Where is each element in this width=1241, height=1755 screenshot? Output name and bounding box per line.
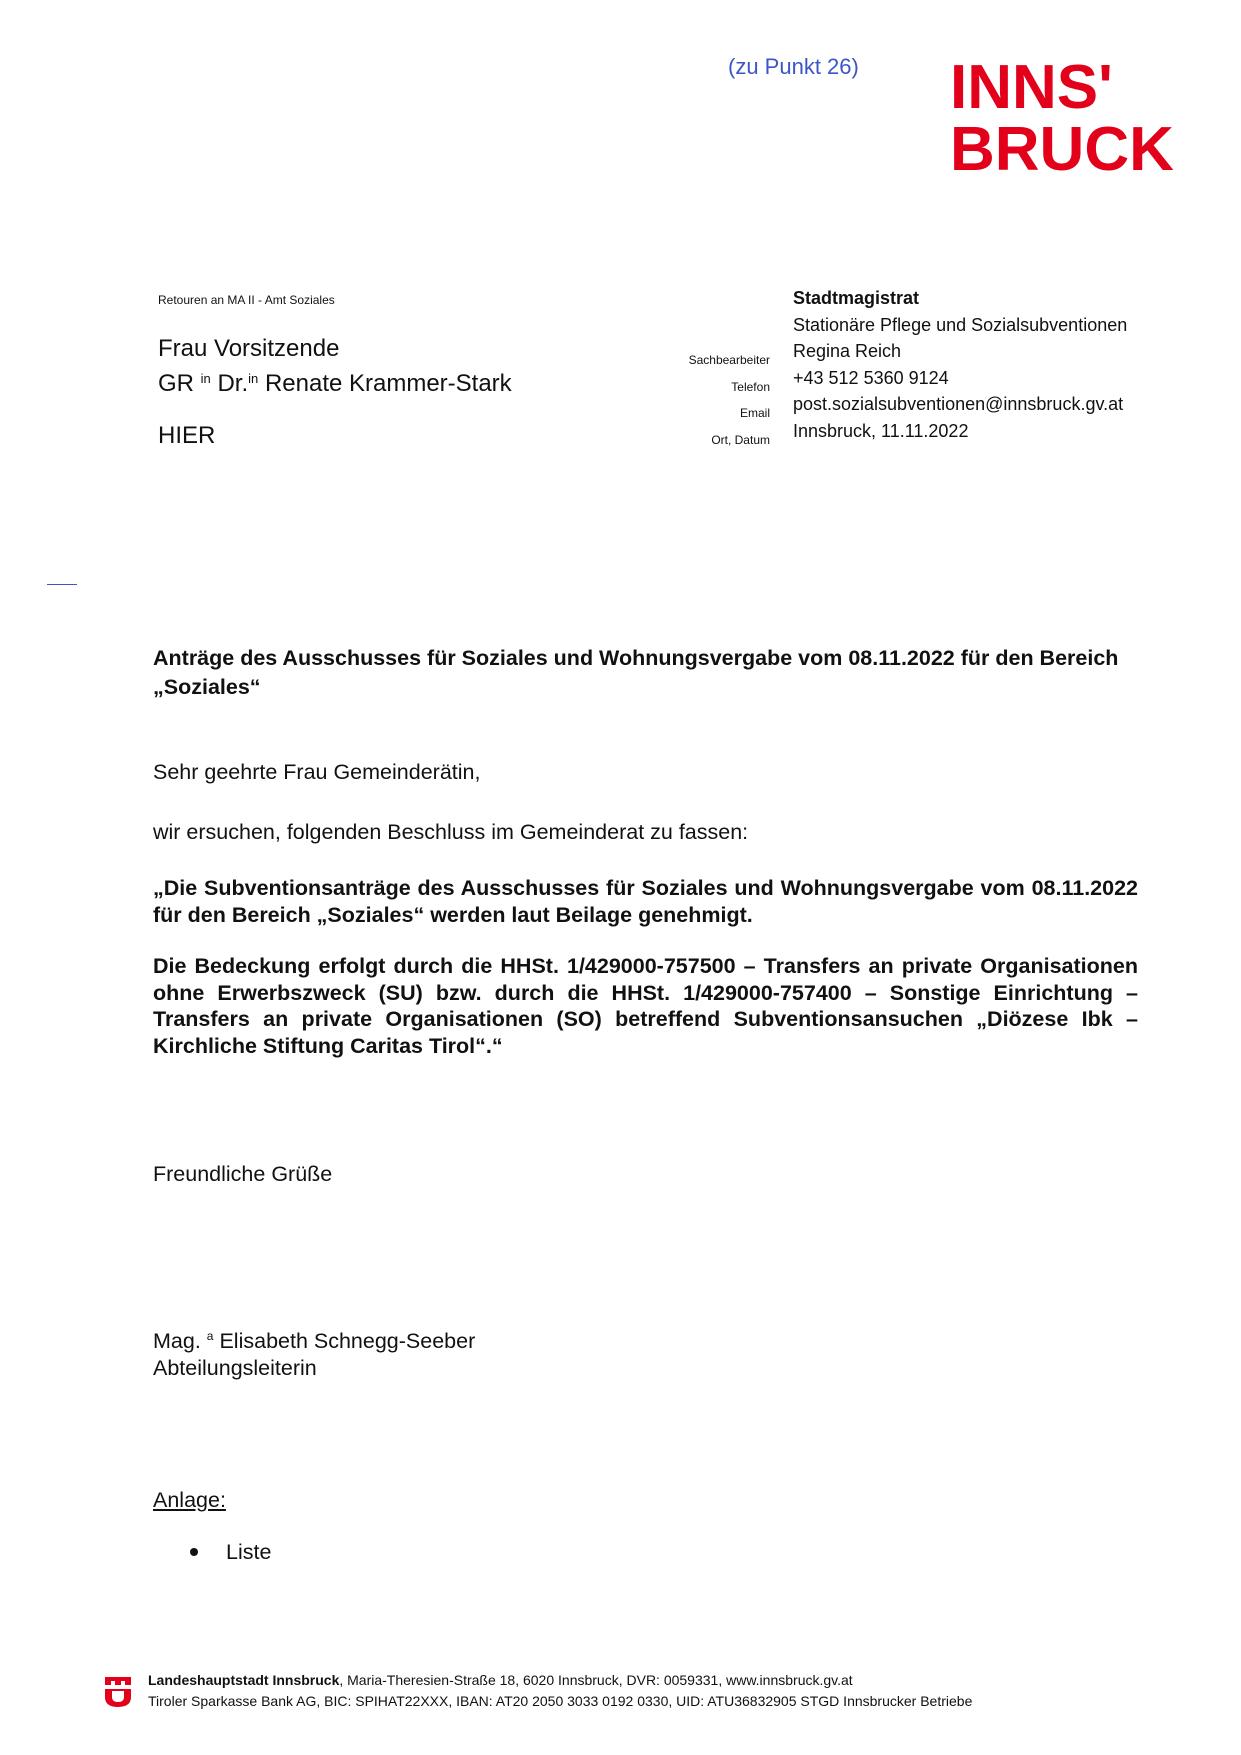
recipient-place: HIER xyxy=(158,422,216,449)
sender-place-date: Innsbruck, 11.11.2022 xyxy=(793,420,969,441)
recipient xyxy=(158,334,512,399)
recipient-line-1: Frau Vorsitzende xyxy=(158,335,340,362)
sender-phone: +43 512 5360 9124 xyxy=(793,367,949,388)
recipient-line-2: GR $^{in}$ Dr.$^{in}$ Renate Krammer-Stark xyxy=(158,370,512,397)
label-clerk: Sachbearbeiter xyxy=(688,353,770,367)
return-address: Retouren an MA II - Amt Soziales xyxy=(158,293,335,307)
signer-name-line: Mag. $^a$ Elisabeth Schnegg-Seeber xyxy=(153,1329,476,1353)
reference-note: (zu Punkt 26) xyxy=(728,54,859,79)
sender-office: Stadtmagistrat xyxy=(793,288,920,308)
attachment-item: Liste xyxy=(190,1540,271,1565)
bullet-icon xyxy=(190,1548,198,1556)
sender-email: post.sozialsubventionen@innsbruck.gv.at xyxy=(793,394,1124,414)
signer-role: Abteilungsleiterin xyxy=(153,1356,317,1380)
sender-clerk: Regina Reich xyxy=(793,341,902,361)
label-place-date: Ort, Datum xyxy=(711,432,770,447)
footer-line-1: Landeshauptstadt Innsbruck, Maria-Theresien-Straße 18, 6020 Innsbruck, DVR: 0059331, www.innsbruck.gv.at xyxy=(148,1672,853,1688)
attachment-heading: Anlage: xyxy=(153,1488,226,1512)
coat-of-arms-icon xyxy=(103,1675,133,1709)
label-email: Email xyxy=(739,406,770,420)
request-text: wir ersuchen, folgenden Beschluss im Gemeinderat zu fassen: xyxy=(153,820,749,844)
letter-subject: Anträge des Ausschusses für Soziales und Wohnungsvergabe vom 08.11.2022 für den Bereich „Soziales“ xyxy=(153,646,1119,699)
sender-labels xyxy=(640,347,770,453)
logo-line-1: INNS' xyxy=(950,58,1113,122)
salutation: Sehr geehrte Frau Gemeinderätin, xyxy=(153,760,481,784)
resolution-text: „Die Subventionsanträge des Ausschusses für Soziales und Wohnungsvergabe vom 08.11.2022 für den Bereich „Soziales“ werden laut Beilage genehmigt. xyxy=(153,876,1138,927)
logo-line-2: BRUCK xyxy=(950,115,1174,178)
sender-department: Stationäre Pflege und Sozialsubventionen xyxy=(793,314,1128,335)
footer-line-2: Tiroler Sparkasse Bank AG, BIC: SPIHAT22XXX, IBAN: AT20 2050 3033 0192 0330, UID: ATU36832905 STGD Innsbrucker Betriebe xyxy=(148,1693,973,1709)
innsbruck-logo xyxy=(950,58,1190,178)
sender-info xyxy=(793,285,1127,444)
fold-mark xyxy=(47,584,77,585)
closing: Freundliche Grüße xyxy=(153,1162,333,1186)
label-phone: Telefon xyxy=(731,379,770,394)
coverage-text: Die Bedeckung erfolgt durch die HHSt. 1/429000-757500 – Transfers an private Organisationen ohne Erwerbszweck (SU) bzw. durch die HHSt. 1/429000-757400 – Sonstige Einrichtung – Transfers an private Organisationen (SO) betreffend Subventionsansuchen „Diözese Ibk – Kirchliche Stiftung Caritas Tirol“.“ xyxy=(153,954,1138,1058)
signature xyxy=(153,1323,1138,1382)
footer xyxy=(148,1670,972,1712)
